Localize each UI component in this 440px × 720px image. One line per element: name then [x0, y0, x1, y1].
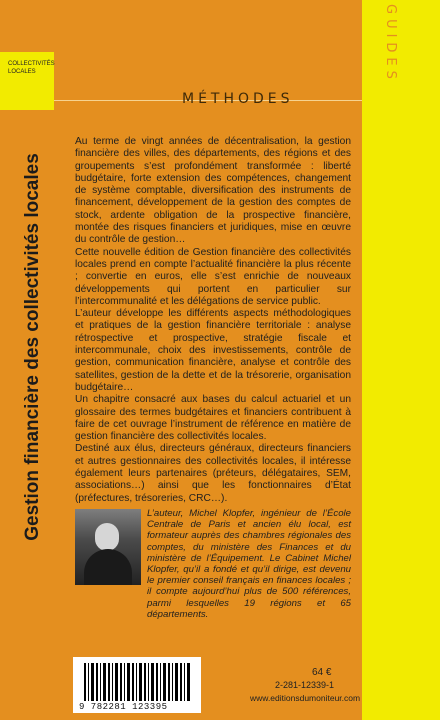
isbn-label: 2-281-12339-1 [275, 680, 335, 690]
series-vertical-label: GUIDES [383, 4, 398, 84]
paragraph-5: Destiné aux élus, directeurs généraux, directeurs financiers et autres gestionnaires des collectivités locales, il intéresse également leurs partenaires (préteurs, délégataires, SEM, associations…) ainsi que les fonctionnaires d’État (préfectures, trésoreries, CRC…). [75, 443, 351, 504]
author-paragraph: L’auteur, Michel Klopfer, ingénieur de l’École Centrale de Paris et ancien élu local, est formateur auprès des chambres régionales des comptes, du ministère des Finances et du ministère de l’Équipement. Le Cabinet Michel Klopfer, qu’il a fondé et qu’il dirige, est devenu le premier conseil français en finances locales ; il compte aujourd’hui plus de 500 références, parmi lesquelles 19 régions et 65 départements. [147, 508, 351, 620]
collection-badge [0, 52, 54, 110]
badge-line-2: LOCALES [8, 69, 36, 75]
spine-title-wrap [18, 112, 48, 582]
website-label: www.editionsdumoniteur.com [250, 693, 361, 703]
barcode-icon [84, 663, 192, 701]
barcode-number: 9 782281 123395 [79, 702, 168, 712]
yellow-side-strip [362, 0, 440, 720]
author-bio [147, 508, 351, 620]
description-text [75, 136, 351, 505]
paragraph-3: L’auteur développe les différents aspects méthodologiques et pratiques de la gestion financière territoriale : analyse rétrospective et prospective, stratégie fiscale et intercommunale, choix des investissements, contrôle de gestion, communication financière, analyse et contrôle des satellites, gestion de la dette et de la trésorerie, organisation budgétaire… [75, 308, 351, 393]
paragraph-2: Cette nouvelle édition de Gestion financière des collectivités locales prend en compte l’actualité financière la plus récente ; convertie en euros, elle s’est enrichie de nouveaux développements qui portent en particulier sur l’intercommunalité et les délégations de service public. [75, 246, 351, 307]
paragraph-4: Un chapitre consacré aux bases du calcul actuariel et un glossaire des termes budgétaires et financiers contribuent à faire de cet ouvrage l’instrument de référence en matière de gestion financière des collectivités locales. [75, 394, 351, 443]
barcode-area [73, 657, 201, 713]
author-head-shape [95, 523, 119, 551]
methods-label: MÉTHODES [182, 91, 294, 107]
price-label: 64 € [312, 667, 332, 678]
badge-text [8, 60, 55, 76]
author-photo [75, 509, 141, 585]
paragraph-1: Au terme de vingt années de décentralisation, la gestion financière des villes, des départements, des régions et des groupements s’est profondément transformée : liberté budgétaire, forte extension des compétences, changement de système comptable, diversification des instruments de financement, développement de la gestion des comptes de stock, ardente obligation de la prospective financière, montée des risques financiers et juridiques, mise en œuvre du contrôle de gestion… [75, 136, 351, 246]
badge-line-1: COLLECTIVITÉS [8, 61, 55, 67]
author-shoulders-shape [84, 549, 132, 585]
spine-title: Gestion financière des collectivités locales [22, 153, 43, 541]
